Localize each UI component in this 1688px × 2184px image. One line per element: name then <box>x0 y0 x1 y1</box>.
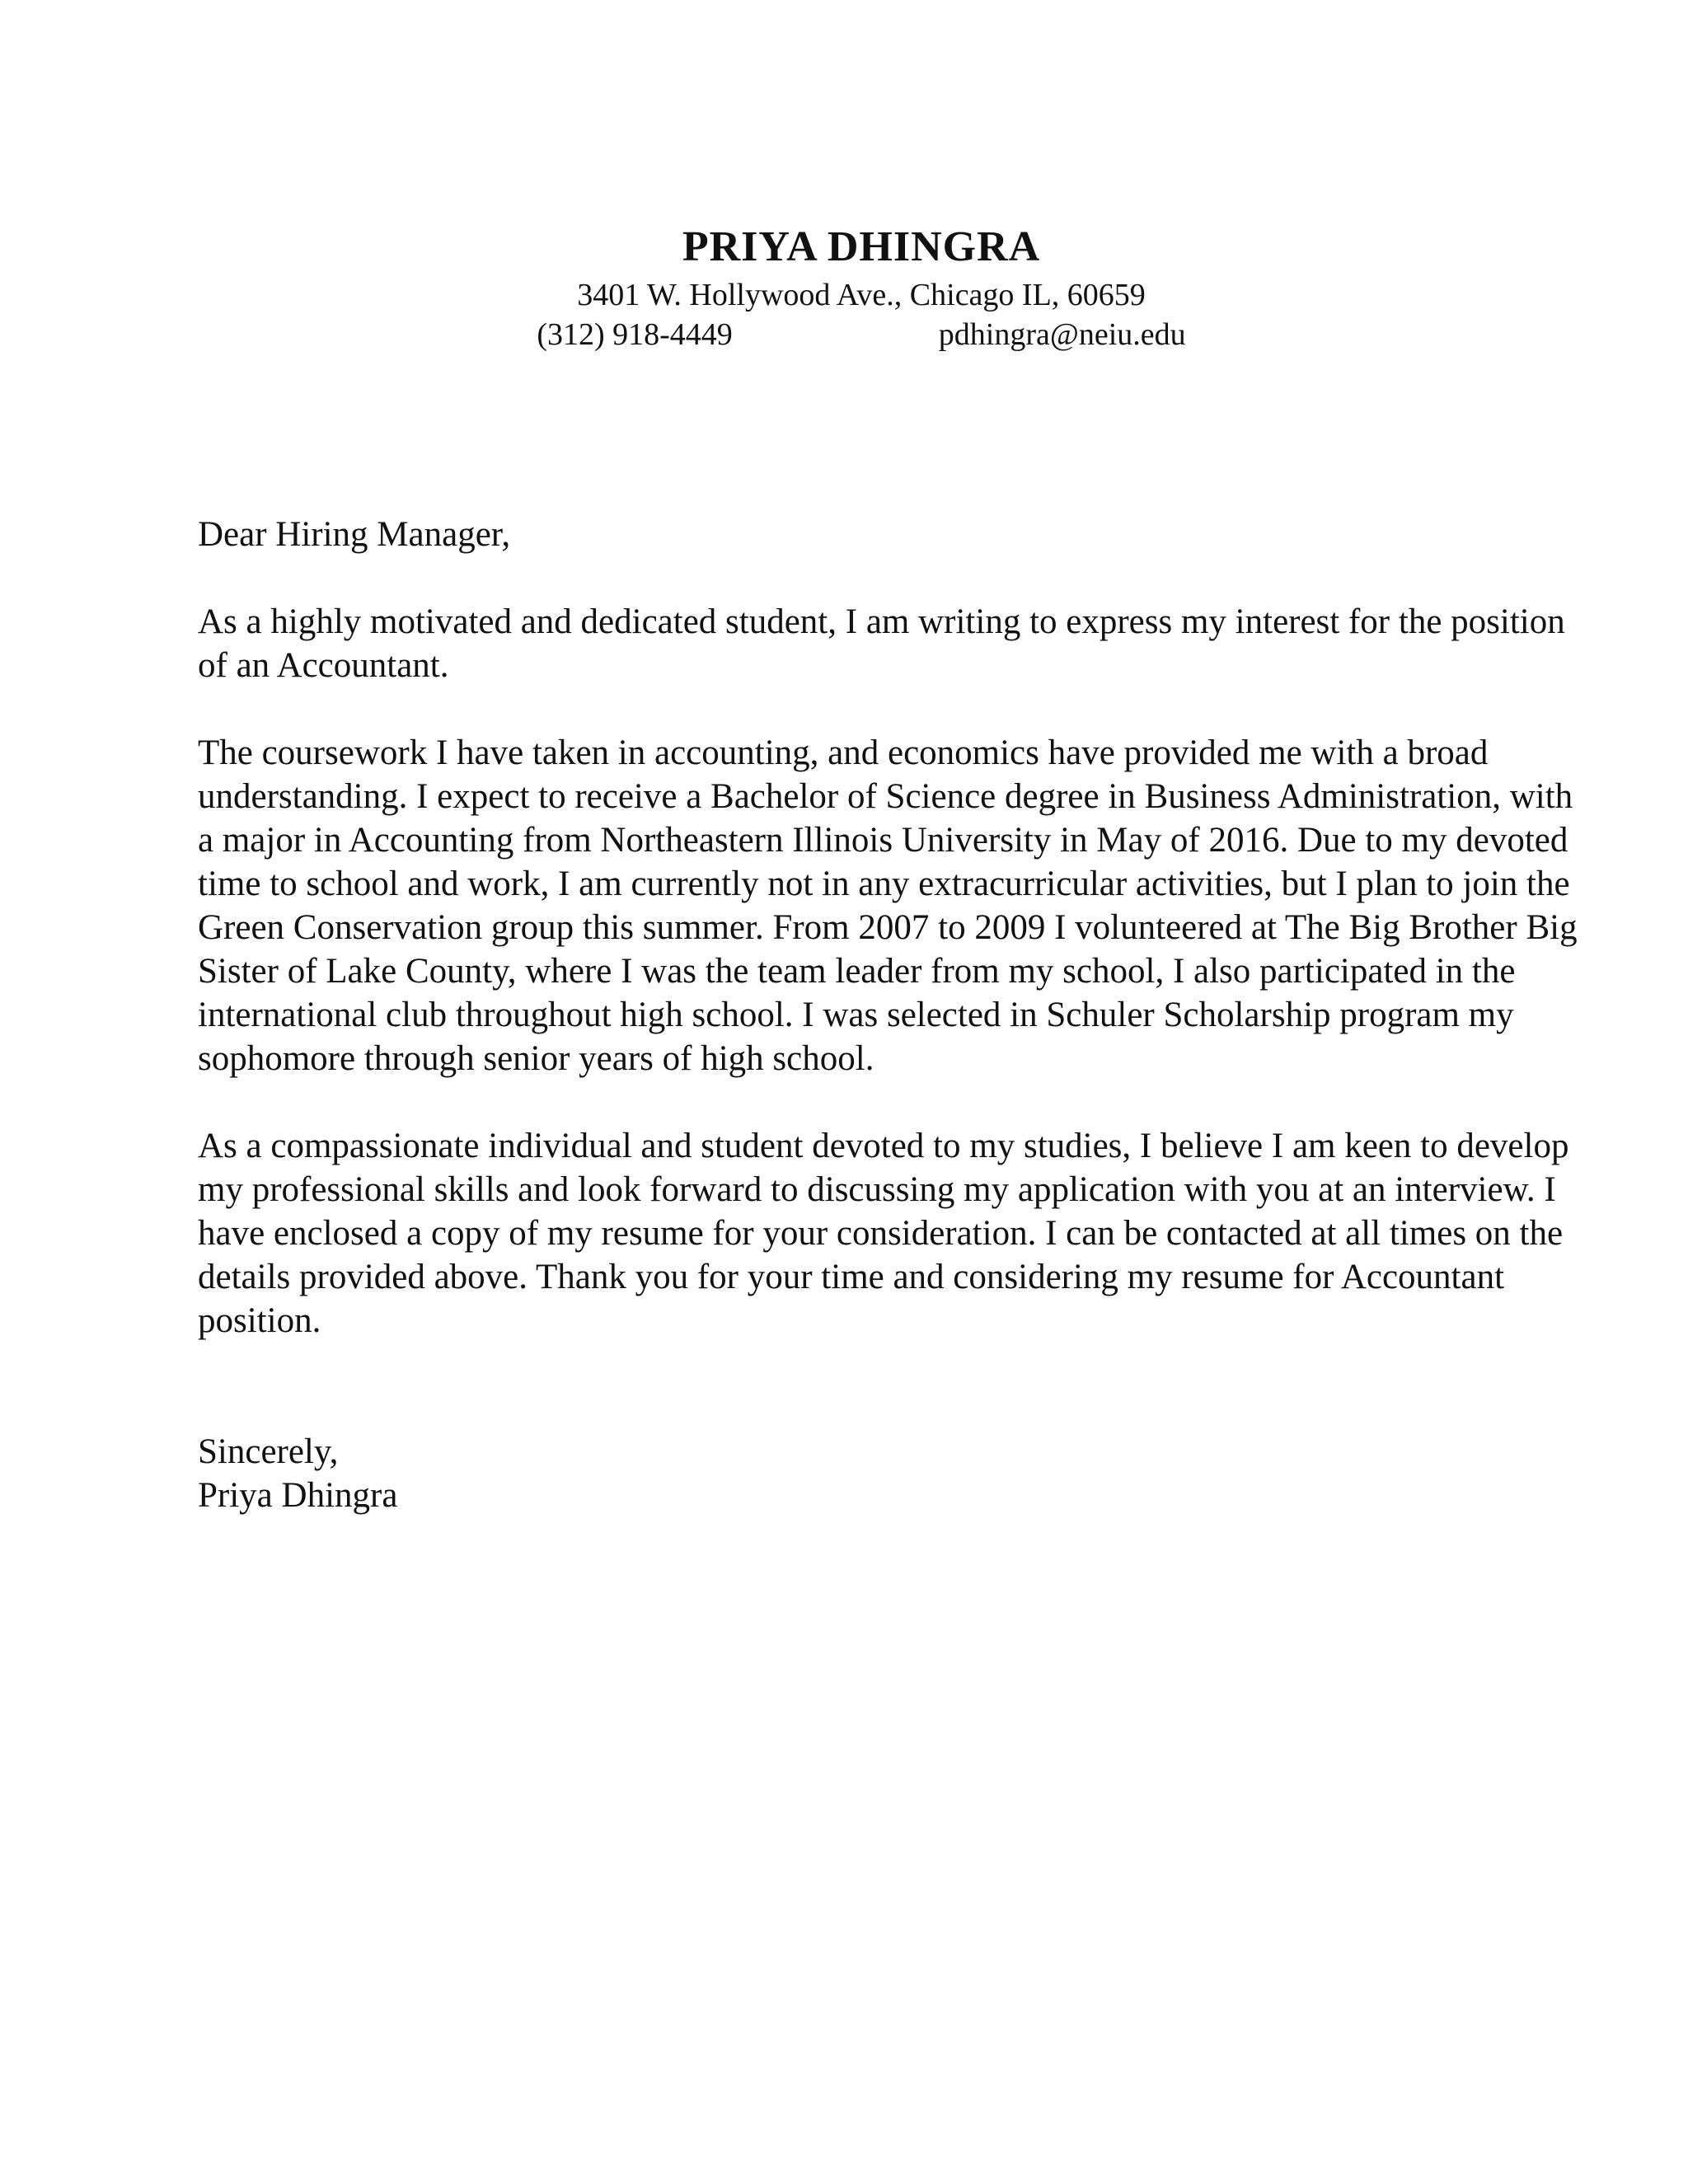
contact-line <box>35 315 1688 354</box>
letterhead <box>0 223 1688 354</box>
paragraph-background: The coursework I have taken in accounting, and economics have provided me with a broad understanding. I expect to receive a Bachelor of Science degree in Business Administration, with a major in Accounting from Northeastern Illinois University in May of 2016. Due to my devoted time to school and work, I am currently not in any extracurricular activities, but I plan to join the Green Conservation group this summer. From 2007 to 2009 I volunteered at The Big Brother Big Sister of Lake County, where I was the team leader from my school, I also participated in the international club throughout high school. I was selected in Schuler Scholarship program my sophomore through senior years of high school. <box>198 733 1578 1078</box>
applicant-email: pdhingra@neiu.edu <box>938 317 1186 352</box>
applicant-address: 3401 W. Hollywood Ave., Chicago IL, 60659 <box>577 278 1146 312</box>
paragraph-closing: As a compassionate individual and student devoted to my studies, I believe I am keen to develop my professional skills and look forward to discussing my application with you at an interview. I have enclosed a copy of my resume for your consideration. I can be contacted at all times on the details provided above. Thank you for your time and considering my resume for Accountant position. <box>198 1127 1569 1340</box>
signature-name: Priya Dhingra <box>198 1476 398 1515</box>
paragraph-interest: As a highly motivated and dedicated student, I am writing to express my interest for the position of an Accountant. <box>198 602 1565 685</box>
closing: Sincerely, <box>198 1432 339 1471</box>
letter-body <box>198 513 1582 1517</box>
signature-block <box>198 1430 1582 1517</box>
salutation: Dear Hiring Manager, <box>198 515 511 554</box>
applicant-phone: (312) 918-4449 <box>537 317 733 352</box>
applicant-name: PRIYA DHINGRA <box>682 223 1041 270</box>
